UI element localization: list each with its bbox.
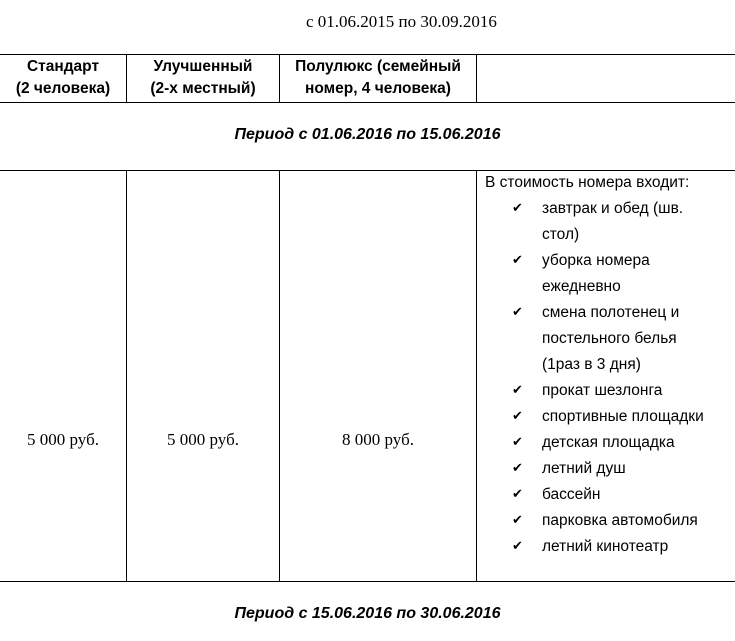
period-title: Период с 15.06.2016 по 30.06.2016 xyxy=(234,605,501,622)
list-item-text: детская площадка xyxy=(542,434,675,451)
check-icon: ✔ xyxy=(512,461,523,476)
list-item xyxy=(512,248,734,300)
list-item-text: прокат шезлонга xyxy=(542,382,663,399)
column-divider xyxy=(126,170,127,581)
check-icon: ✔ xyxy=(512,409,523,424)
list-item-text: завтрак и обед (шв. стол) xyxy=(542,200,684,243)
check-icon: ✔ xyxy=(512,487,523,502)
list-item xyxy=(512,534,734,560)
check-icon: ✔ xyxy=(512,539,523,554)
check-icon: ✔ xyxy=(512,513,523,528)
period-title: Период с 01.06.2016 по 15.06.2016 xyxy=(234,126,501,143)
check-icon: ✔ xyxy=(512,435,523,450)
check-icon: ✔ xyxy=(512,201,523,216)
list-item xyxy=(512,300,734,378)
check-icon: ✔ xyxy=(512,383,523,398)
column-header-empty xyxy=(477,55,735,101)
column-header-improved: Улучшенный (2-х местный) xyxy=(150,58,256,97)
price-junior-suite: 8 000 руб. xyxy=(342,430,414,449)
list-item-text: уборка номера ежедневно xyxy=(542,252,650,295)
date-range-title: с 01.06.2015 по 30.09.2016 xyxy=(306,12,497,31)
included-list xyxy=(512,196,734,560)
list-item xyxy=(512,196,734,248)
price-improved: 5 000 руб. xyxy=(167,430,239,449)
list-item xyxy=(512,482,734,508)
check-icon: ✔ xyxy=(512,305,523,320)
price-standard: 5 000 руб. xyxy=(27,430,99,449)
included-title: В стоимость номера входит: xyxy=(485,174,690,191)
list-item xyxy=(512,456,734,482)
column-header-junior-suite: Полулюкс (семейный номер, 4 человека) xyxy=(295,58,461,97)
price-row-bottom-border xyxy=(0,581,735,582)
list-item-text: парковка автомобиля xyxy=(542,512,698,529)
list-item-text: спортивные площадки xyxy=(542,408,704,425)
column-divider xyxy=(279,170,280,581)
list-item xyxy=(512,430,734,456)
list-item-text: смена полотенец и постельного белья (1раз в 3 дня) xyxy=(542,304,680,373)
header-row-border xyxy=(0,102,735,103)
period-row-border xyxy=(0,170,735,171)
column-header-standard: Стандарт (2 человека) xyxy=(15,58,111,97)
list-item-text: летний кинотеатр xyxy=(542,538,669,555)
list-item xyxy=(512,508,734,534)
check-icon: ✔ xyxy=(512,253,523,268)
list-item-text: летний душ xyxy=(542,460,626,477)
list-item xyxy=(512,378,734,404)
column-divider xyxy=(476,170,477,581)
list-item xyxy=(512,404,734,430)
list-item-text: бассейн xyxy=(542,486,601,503)
